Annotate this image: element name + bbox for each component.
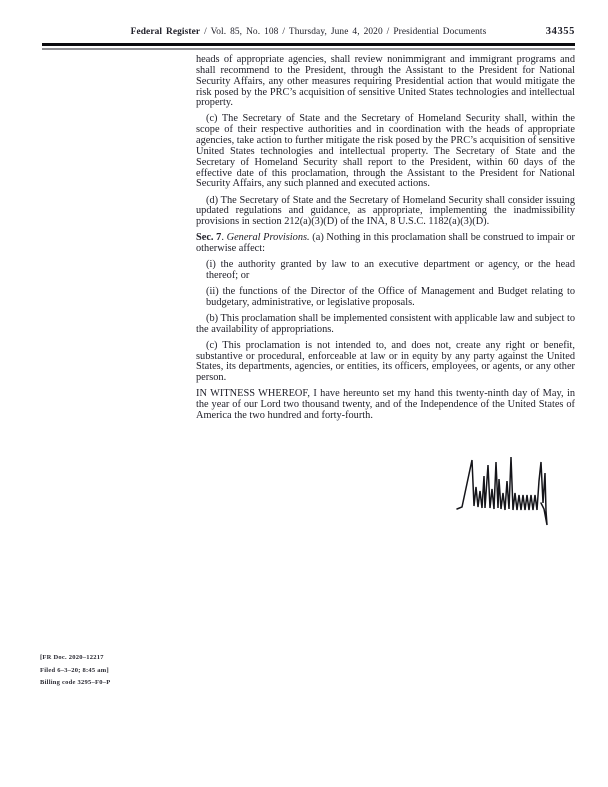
paragraph-text: (c) This proclamation is not intended to, and does not, create any right or benefit, substantive or procedural, enforceable at law or in equity by any party against the United States, its departments, agencies, or entities, its officers, employees, or agents, or any other person. [196, 339, 575, 384]
page-number: 34355 [545, 26, 575, 37]
paragraph-text: (i) the authority granted by law to an executive department or agency, or the head thereof; or [206, 259, 575, 281]
document-footer [40, 654, 111, 692]
body-paragraph [206, 260, 575, 282]
paragraph-text: (d) The Secretary of State and the Secretary of Homeland Security shall consider issuing updated regulations and guidance, as appropriate, implementing the inadmissibility provisions in section 212(a)(3)(D) of the INA, 8 U.S.C. 1182(a)(3)(D). [196, 194, 575, 228]
body-paragraph [196, 341, 575, 384]
header-citation [42, 27, 575, 37]
body-paragraph [196, 196, 575, 229]
paragraph-text: Sec. 7 [196, 232, 222, 244]
header-rule-thin [42, 48, 575, 50]
paragraph-text: (ii) the functions of the Director of the Office of Management and Budget relating to budgetary, administrative, or legislative proposals. [206, 285, 575, 308]
page-header [42, 27, 575, 41]
body-paragraph [196, 389, 575, 422]
filed-date: Filed 6–3–20; 8:45 am] [40, 666, 109, 674]
journal-title: Federal Register [130, 27, 201, 37]
paragraph-text: (c) The Secretary of State and the Secretary of Homeland Security shall, within the scope of their respective authorities and in coordination with the heads of appropriate agencies, take action to further mitigate the risk posed by the PRC’s acquisition of sensitive United States technologies and intellectual property. The Secretary of State and the Secretary of Homeland Security shall report to the President, within 60 days of the effective date of this proclamation, through the Assistant to the President for National Security Affairs, any such planned and executed actions. [196, 113, 575, 190]
body-paragraph [196, 114, 575, 190]
paragraph-text: (b) This proclamation shall be implemented consistent with applicable law and subject to the availability of appropriations. [196, 312, 575, 335]
body-paragraph [196, 233, 575, 255]
paragraph-text: heads of appropriate agencies, shall review nonimmigrant and immigrant programs and shall recommend to the President, through the Assistant to the President for National Security Affairs, any other measures requiring Presidential action that would mitigate the risk posed by the PRC’s acquisition of sensitive United States technologies and intellectual property. [196, 54, 575, 109]
body-paragraph [196, 55, 575, 109]
presidential-signature [449, 451, 565, 535]
paragraph-text: (a) Nothing in this proclamation shall be construed to impair or otherwise affect: [196, 232, 576, 255]
document-body [196, 55, 575, 427]
body-paragraph [206, 287, 575, 309]
header-rule-thick [42, 43, 575, 46]
paragraph-text: IN WITNESS WHEREOF, I have hereunto set my hand this twenty-ninth day of May, in the year of our Lord two thousand twenty, and of the Independence of the United States of America the two hundred and forty-fourth. [196, 388, 575, 421]
fr-doc-number: [FR Doc. 2020–12217 [40, 654, 104, 661]
billing-code: Billing code 3295–F0–P [40, 679, 111, 686]
paragraph-text: . [221, 232, 227, 244]
paragraph-text: General Provisions. [226, 232, 310, 244]
handwritten-signature-icon [449, 451, 565, 535]
header-meta: / Vol. 85, No. 108 / Thursday, June 4, 2020 / Presidential Documents [200, 27, 487, 37]
body-paragraph [196, 314, 575, 336]
